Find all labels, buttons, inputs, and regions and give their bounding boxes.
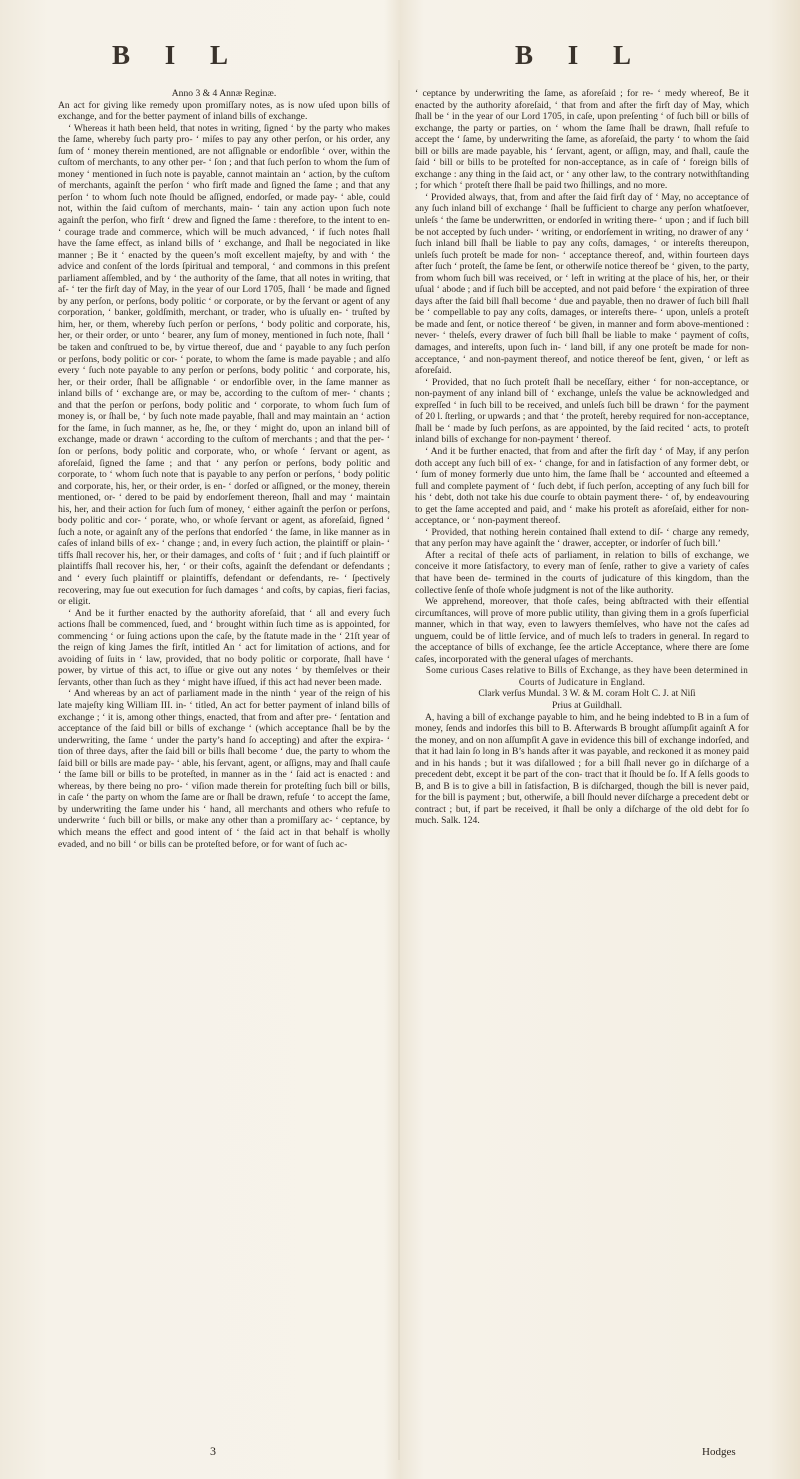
case-caption: Clark verſus Mundal. 3 W. & M. coram Holt C. J. at Niſi [478,688,696,700]
paragraph: ‘ Provided, that no ſuch proteſt ſhall be neceſſary, either ‘ for non-acceptance, or non-payment of any inland bill of ‘ exchange, unleſs the value be acknowledged and expreſſed ‘ in ſuch bill to be received, and unleſs ſuch bill be drawn ‘ for the payment of 20 l. ſterling, or upwards ; and that ‘ the proteſt, hereby required for non-acceptance, ſhall be ‘ made by ſuch perſons, as are appointed, by the ſaid recited ‘ acts, to proteſt inland bills of exchange for non-payment ‘ thereof. [415,376,749,446]
running-head-left: B I L [112,40,243,70]
paragraph: ‘ And whereas by an act of parliament made in the ninth ‘ year of the reign of his late majeſty king William III. in- ‘ titled, An act for better payment of inland bills of exchange ; ‘ it is, among other things, enacted, that from and after pre- ‘ ſentation and acceptance of the ſaid bill or bills of exchange ‘ (which acceptance ſhall be by the underwriting, the ſame ‘ under the party’s hand ſo accepting) and after the expira- ‘ tion of three days, after the ſaid bill or bills ſhall become ‘ due, the party to whom the ſaid bill or bills are made pay- ‘ able, his ſervant, agent, or aſſigns, may and ſhall cauſe ‘ the ſame bill or bills to be proteſted, in manner as in the ‘ ſaid act is enacted : and whereas, by there being no pro- ‘ viſion made therein for proteſting ſuch bill or bills, in caſe ‘ the party on whom the ſame are or ſhall be drawn, refuſe ‘ to accept the ſame, by underwriting the ſame under his ‘ hand, all merchants and others who refuſe to underwrite ‘ ſuch bill or bills, or make any other than a promiſſary ac- ‘ ceptance, by which means the effect and good intent of ‘ the ſaid act in that behalf is wholly evaded, and no bill ‘ or bills can be proteſted before, or for want of ſuch ac- [58,688,390,850]
running-head-right: B I L [515,40,646,70]
paragraph: ‘ Whereas it hath been held, that notes in writing, ſigned ‘ by the party who makes the ſame, whereby ſuch party pro- ‘ miſes to pay any other perſon, or his order, any ſum of ‘ money therein mentioned, are not aſſignable or endorſible ‘ over, within the cuſtom of merchants, to any other per- ‘ ſon ; and that ſuch perſon to whom the ſum of money ‘ mentioned in ſuch note is payable, cannot maintain an ‘ action, by the cuſtom of merchants, againſt the perſon ‘ who firſt made and ſigned the ſame ; and that any perſon ‘ to whom ſuch note ſhould be aſſigned, endorſed, or made pay- ‘ able, could not, within the ſaid cuſtom of merchants, main- ‘ tain any action upon ſuch note againſt the perſon, who firſt ‘ drew and ſigned the ſame : therefore, to the intent to en- ‘ courage trade and commerce, which will be much advanced, ‘ if ſuch notes ſhall have the ſame effect, as inland bills of ‘ exchange, and ſhall be negociated in like manner ; Be it ‘ enacted by the queen’s moſt excellent majeſty, by and with ‘ the advice and conſent of the lords ſpiritual and temporal, ‘ and commons in this preſent parliament aſſembled, and by ‘ the authority of the ſame, that all notes in writing, that af- ‘ ter the firſt day of May, in the year of our Lord 1705, ſhall ‘ be made and ſigned by any perſon, or perſons, body politic ‘ or corporate, or by the ſervant or agent of any corporation, ‘ banker, goldſmith, merchant, or trader, who is uſually en- ‘ truſted by him, her, or them, whereby ſuch perſon or perſons, ‘ body politic and corporate, his, her, or their order, or unto ‘ bearer, any ſum of money, mentioned in ſuch note, ſhall ‘ be taken and conſtrued to be, by virtue thereof, due and ‘ payable to any ſuch perſon or perſons, body politic or cor- ‘ porate, to whom the ſame is made payable ; and alſo every ‘ ſuch note payable to any perſon or perſons, body politic ‘ and corporate, his, her, or their order, ſhall be aſſignable ‘ or endorſible over, in the ſame manner as inland bills of ‘ exchange are, or may be, according to the cuſtom of mer- ‘ chants ; and that the perſon or perſons, body politic and ‘ corporate, to whom ſuch ſum of money is, or ſhall be, ‘ by ſuch note made payable, ſhall and may maintain an ‘ action for the ſame, in ſuch manner, as he, ſhe, or they ‘ might do, upon an inland bill of exchange, made or drawn ‘ according to the cuſtom of merchants ; and that the per- ‘ ſon or perſons, body politic and corporate, who, or whoſe ‘ ſervant or agent, as aforeſaid, ſigned the ſame ; and that ‘ any perſon or perſons, body politic and corporate, to ‘ whom ſuch note that is payable to any perſon or perſons, ‘ body politic and corporate, his, her, or their order, is en- ‘ dorſed or aſſigned, or the money, therein mentioned, or- ‘ dered to be paid by endorſement thereon, ſhall and may ‘ maintain his, her, and their action for ſuch ſum of money, ‘ either againſt the perſon or perſons, body politic and cor- ‘ porate, who, or whoſe ſervant or agent, as aforeſaid, ſigned ‘ ſuch a note, or againſt any of the perſons that endorſed ‘ the ſame, in like manner as in caſes of inland bills of ex- ‘ change ; and, in every ſuch action, the plaintiff or plain- ‘ tiffs ſhall recover his, her, or their damages, and coſts of ‘ ſuit ; and if ſuch plaintiff or plaintiffs ſhall recover his, her, ‘ or their coſts, againſt the defendant or defendants ; and ‘ every ſuch plaintiff or plaintiffs, defendant or defendants, re- ‘ ſpectively recovering, may ſue out execution for ſuch damages ‘ and coſts, by capias, fieri facias, or eligit. [58,122,390,608]
paragraph: ‘ ceptance by underwriting the ſame, as aforeſaid ; for re- ‘ medy whereof, Be it enacted by the authority aforeſaid, ‘ that from and after the firſt day of May, which ſhall be ‘ in the year of our Lord 1705, in caſe, upon preſenting ‘ of ſuch bill or bills of exchange, the party or parties, on ‘ whom the ſame ſhall be drawn, ſhall refuſe to accept the ‘ ſame, by underwriting the ſame, as aforeſaid, the party ‘ to whom the ſaid bill or bills are made payable, his ‘ ſervant, agent, or aſſign, may, and ſhall, cauſe the ſaid ‘ bill or bills to be proteſted for non-acceptance, as in caſe of ‘ foreign bills of exchange : any thing in the ſaid act, or ‘ any other law, to the contrary notwithſtanding ; for which ‘ proteſt there ſhall be paid two ſhillings, and no more. [415,88,749,192]
catchword: Hodges [702,1446,736,1458]
regnal-year: Anno 3 & 4 Annæ Reginæ. [171,88,277,99]
paragraph: A, having a bill of exchange payable to him, and he being indebted to B in a ſum of money, ſends and indorſes this bill to B. Afterwards B brought aſſumpſit againſt A for the money, and on non aſſumpſit A gave in evidence this bill of exchange indorſed, and that it had lain ſo long in B’s hands after it was payable, and reckoned it as money paid and in his hands ; but it was diſallowed ; for a bill ſhall never go in diſcharge of a precedent debt, except it be part of the con- tract that it ſhould be ſo. If A ſells goods to B, and B is to give a bill in ſatisfaction, B is diſcharged, though the bill is never paid, for the bill is payment ; but, otherwiſe, a bill ſhould never diſcharge a precedent debt or contract ; but, if part be received, it ſhall be only a diſcharge of the old debt for ſo much. Salk. 124. [415,711,749,827]
paragraph: ‘ And be it further enacted by the authority aforeſaid, that ‘ all and every ſuch actions ſhall be commenced, ſued, and ‘ brought within ſuch time as is appointed, for commencing ‘ or ſuing actions upon the caſe, by the ſtatute made in the ‘ 21ſt year of the reign of king James the firſt, intitled An ‘ act for limitation of actions, and for avoiding of ſuits in ‘ law, provided, that no body politic or corporate, ſhall have ‘ power, by virtue of this act, to iſſue or give out any notes ‘ by themſelves or their ſervants, other than ſuch as they ‘ might have iſſued, if this act had never been made. [58,607,390,688]
paragraph: ‘ Provided, that nothing herein contained ſhall extend to diſ- ‘ charge any remedy, that any perſon may have againſt the ‘ drawer, accepter, or indorſer of ſuch bill.’ [415,526,749,550]
paragraph: After a recital of theſe acts of parliament, in relation to bills of exchange, we conceive it more ſatisfactory, to every man of ſenſe, rather to give a variety of caſes that have been de- termined in the courts of judicature of this kingdom, than the collective ſenſe of thoſe whoſe judgment is not of the like authority. [415,549,749,596]
paragraph: We apprehend, moreover, that thoſe caſes, being abſtracted with their eſſential circumſtances, will prove of more public utility, than giving them in a groſs ſuperficial manner, which in that way, even to lawyers themſelves, who have not the caſes ad unguem, could be of little ſervice, and of much leſs to traders in general. In regard to the acceptance of bills of exchange, ſee the article Acceptance, where there are ſome caſes, incorporated with the general uſages of merchants. [415,596,749,665]
signature-mark: 3 [210,1444,216,1458]
section-heading: Some curious Cases relative to Bills of Exchange, as they have been determined in Courts of Judicature in England. [425,665,749,687]
right-column [415,88,749,827]
act-summary: An act for giving like remedy upon promiſſary notes, as is now uſed upon bills of exchange, and for the better payment of inland bills of exchange. [58,99,390,123]
paragraph: ‘ And it be further enacted, that from and after the firſt day ‘ of May, if any perſon doth accept any ſuch bill of ex- ‘ change, for and in ſatisfaction of any former debt, or ‘ ſum of money formerly due unto him, the ſame ſhall be ‘ accounted and eſteemed a full and complete payment of ‘ ſuch debt, if ſuch perſon, accepting of any ſuch bill for his ‘ debt, doth not take his due courſe to obtain payment there- ‘ of, by endeavouring to get the ſame accepted and paid, and ‘ make his proteſt as aforeſaid, either for non-acceptance, or ‘ non-payment thereof. [415,445,749,527]
case-subcaption: Prius at Guildhall. [551,699,623,711]
left-column [58,88,390,850]
paragraph: ‘ Provided always, that, from and after the ſaid firſt day of ‘ May, no acceptance of any ſuch inland bill of exchange ‘ ſhall be ſufficient to charge any perſon whatſoever, unleſs ‘ the ſame be underwritten, or endorſed in writing there- ‘ upon ; and if ſuch bill be not accepted by ſuch under- ‘ writing, or endorſement in writing, no drawer of any ‘ ſuch inland bill ſhall be liable to pay any coſts, damages, ‘ or intereſts thereupon, unleſs ſuch proteſt be made for non- ‘ acceptance thereof, and, within fourteen days after ſuch ‘ proteſt, the ſame be ſent, or otherwiſe notice thereof be ‘ given, to the party, from whom ſuch bill was received, or ‘ left in writing at the place of his, her, or their uſual ‘ abode ; and if ſuch bill be accepted, and not paid before ‘ the expiration of three days after the ſaid bill ſhall become ‘ due and payable, then no drawer of ſuch bill ſhall be ‘ compellable to pay any coſts, damages, or intereſts there- ‘ upon, unleſs a proteſt be made and ſent, or notice thereof ‘ be given, in manner and form above-mentioned : never- ‘ theleſs, every drawer of ſuch bill ſhall be liable to make ‘ payment of coſts, damages, and intereſts, upon ſuch in- ‘ land bill, if any one proteſt be made for non-acceptance, ‘ and non-payment thereof, and notice thereof be ſent, given, ‘ or left as aforeſaid. [415,191,749,377]
book-gutter [398,60,400,1460]
